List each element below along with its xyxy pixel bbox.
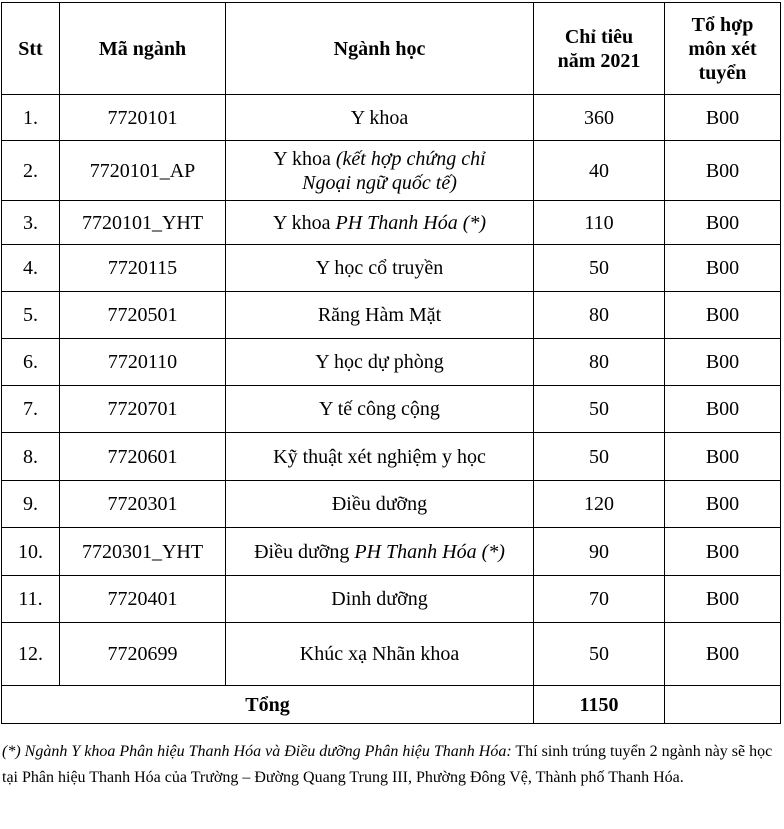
row-combination: B00: [665, 339, 781, 386]
row-code: 7720101_AP: [60, 141, 226, 201]
header-major: Ngành học: [226, 3, 534, 95]
table-row: [2, 339, 781, 386]
footnote-italic: (*) Ngành Y khoa Phân hiệu Thanh Hóa và Điều dưỡng Phân hiệu Thanh Hóa:: [2, 743, 512, 760]
row-combination: B00: [665, 623, 781, 686]
row-quota: 90: [534, 528, 665, 576]
row-major-note: (kết hợp chứng chỉ: [335, 147, 486, 170]
row-combination: B00: [665, 528, 781, 576]
row-stt: 3.: [2, 201, 60, 245]
total-empty-cell: [665, 686, 781, 724]
row-quota: 50: [534, 623, 665, 686]
row-combination: B00: [665, 245, 781, 292]
row-stt: 2.: [2, 141, 60, 201]
row-major: [226, 433, 534, 481]
row-quota: 360: [534, 95, 665, 141]
row-combination: B00: [665, 95, 781, 141]
row-quota: 50: [534, 433, 665, 481]
row-quota: 40: [534, 141, 665, 201]
row-code: 7720501: [60, 292, 226, 339]
total-row: [2, 686, 781, 724]
row-stt: 11.: [2, 576, 60, 623]
row-major: [226, 528, 534, 576]
row-stt: 9.: [2, 481, 60, 528]
table-row: [2, 292, 781, 339]
table-row: [2, 481, 781, 528]
row-code: 7720401: [60, 576, 226, 623]
header-stt: Stt: [2, 3, 60, 95]
row-major-name: Y học cổ truyền: [315, 257, 444, 279]
row-major-name: Y khoa: [350, 106, 409, 129]
row-major: [226, 292, 534, 339]
row-major-note: PH Thanh Hóa (*): [354, 540, 505, 563]
total-value: 1150: [534, 686, 665, 724]
row-quota: 50: [534, 386, 665, 433]
row-code: 7720115: [60, 245, 226, 292]
table-row: [2, 245, 781, 292]
table-row: [2, 201, 781, 245]
table-row: [2, 576, 781, 623]
admission-quota-table: [1, 2, 781, 724]
header-combination: [665, 3, 781, 95]
row-major: [226, 245, 534, 292]
row-stt: 10.: [2, 528, 60, 576]
row-quota: 120: [534, 481, 665, 528]
header-row: [2, 3, 781, 95]
row-quota: 80: [534, 292, 665, 339]
row-combination: B00: [665, 141, 781, 201]
table-row: [2, 528, 781, 576]
row-major-note-line2: Ngoại ngữ quốc tế): [302, 171, 457, 194]
row-stt: 8.: [2, 433, 60, 481]
row-major-note: PH Thanh Hóa (*): [335, 211, 487, 234]
row-quota: 110: [534, 201, 665, 245]
row-code: 7720701: [60, 386, 226, 433]
row-combination: B00: [665, 292, 781, 339]
row-combination: B00: [665, 481, 781, 528]
row-major: [226, 141, 534, 201]
row-code: 7720301: [60, 481, 226, 528]
row-major-name: Y học dự phòng: [315, 351, 444, 373]
row-combination: B00: [665, 201, 781, 245]
row-code: 7720699: [60, 623, 226, 686]
row-major: [226, 339, 534, 386]
row-major-name: Y tế công cộng: [319, 398, 440, 420]
row-major: [226, 386, 534, 433]
row-stt: 4.: [2, 245, 60, 292]
table-row: [2, 623, 781, 686]
row-major-name: Y khoa: [273, 147, 331, 170]
table-row: [2, 386, 781, 433]
total-label: Tổng: [2, 686, 534, 724]
footnote: [2, 739, 778, 791]
row-quota: 70: [534, 576, 665, 623]
row-combination: B00: [665, 386, 781, 433]
row-major-name: Y khoa: [272, 211, 331, 234]
row-major-name: Điều dưỡng: [254, 540, 350, 563]
row-major: [226, 623, 534, 686]
row-major: [226, 201, 534, 245]
row-code: 7720101: [60, 95, 226, 141]
table-row: [2, 95, 781, 141]
row-major: [226, 481, 534, 528]
row-code: 7720110: [60, 339, 226, 386]
row-major: [226, 95, 534, 141]
row-stt: 6.: [2, 339, 60, 386]
row-stt: 12.: [2, 623, 60, 686]
row-code: 7720301_YHT: [60, 528, 226, 576]
row-stt: 5.: [2, 292, 60, 339]
row-major-name: Răng Hàm Mặt: [317, 304, 442, 326]
table-row: [2, 141, 781, 201]
header-combo-line3: tuyển: [698, 61, 747, 84]
row-major-name: Kỹ thuật xét nghiệm y học: [273, 445, 486, 468]
row-code: 7720601: [60, 433, 226, 481]
header-combo-line1: Tổ hợp: [691, 13, 754, 36]
row-combination: B00: [665, 576, 781, 623]
header-quota: [534, 3, 665, 95]
row-major-name: Điều dưỡng: [331, 493, 428, 515]
row-major: [226, 576, 534, 623]
row-quota: 50: [534, 245, 665, 292]
header-quota-line2: năm 2021: [557, 49, 641, 72]
header-code: Mã ngành: [60, 3, 226, 95]
row-major-name: Dinh dưỡng: [331, 588, 428, 610]
footnote-text: Thí sinh trúng tuyển 2 ngành này sẽ học tại Phân hiệu Thanh Hóa của Trường – Đường Quang Trung III, Phường Đông Vệ, Thành phố Thanh Hóa.: [2, 743, 773, 786]
row-stt: 7.: [2, 386, 60, 433]
row-code: 7720101_YHT: [60, 201, 226, 245]
table-row: [2, 433, 781, 481]
row-combination: B00: [665, 433, 781, 481]
header-combo-line2: môn xét: [688, 37, 757, 60]
row-stt: 1.: [2, 95, 60, 141]
row-quota: 80: [534, 339, 665, 386]
row-major-name: Khúc xạ Nhãn khoa: [299, 643, 460, 665]
header-quota-line1: Chỉ tiêu: [564, 25, 634, 48]
